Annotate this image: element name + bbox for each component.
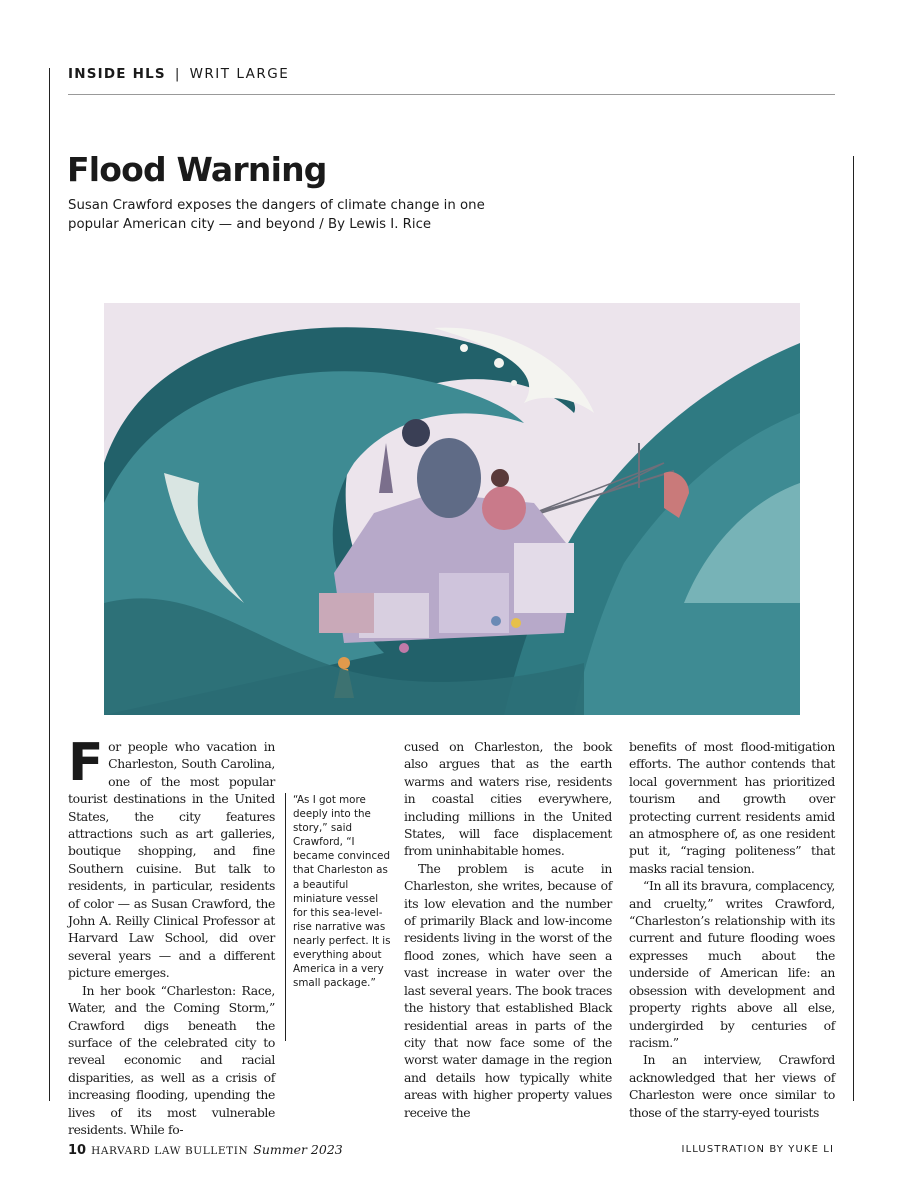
walking-figure [338,657,350,669]
seated-figure-body [417,438,481,518]
column-label: WRIT LARGE [189,66,290,82]
header-divider [68,94,835,95]
foam-droplet-1 [494,358,504,368]
issue-date: Summer 2023 [253,1142,343,1157]
article-deck: Susan Crawford exposes the dangers of climate change in one popular American city — and beyond / By Lewis I. Rice [68,198,485,232]
person-blue [491,616,501,626]
illustration-credit: ILLUSTRATION BY YUKE LI [681,1144,834,1155]
running-header [68,66,289,82]
drop-cap: F [68,733,104,793]
pull-quote: “As I got more deeply into the story,” said Crawford, “I became convinced that Charleston as a beautiful miniature vessel for this sea-level-rise narrative was nearly perfect. It is everything about America in a very small package.” [285,793,391,1041]
building-front-right [514,543,574,613]
right-column-rule [853,156,854,1101]
body-column-2 [404,738,612,1121]
paragraph-6: “In all its bravura, complacency, and cruelty,” writes Crawford, “Charleston’s relationship with its current and future flooding woes expresses much about the underside of American life: an obsession with development and property rights above all else, undergirded by centuries of racism.” [629,878,835,1050]
body-column-3 [629,738,835,1121]
foam-droplet-3 [460,344,468,352]
paragraph-5: benefits of most flood-mitigation efforts. The author contends that local government has prioritized tourism and growth over protecting current residents amid an atmosphere of, as one resident put it, “raging politeness” that masks racial tension. [629,739,835,876]
child-figure [482,486,526,530]
wave-city-illustration [104,303,800,715]
paragraph-1-text: or people who vacation in Charleston, South Carolina, one of the most popular tourist destinations in the United States, the city features attractions such as art galleries, boutique shopping, and fine Southern cuisine. But talk to residents, in particular, residents of color — as Susan Crawford, the John A. Reilly Clinical Professor at Harvard Law School, did over several years — and a different picture emerges. [68,739,275,981]
header-separator: | [174,66,181,82]
paragraph-7: In an interview, Crawford acknowledged that her views of Charleston were once similar to those of the starry-eyed tourists [629,1052,835,1120]
body-column-1 [68,733,275,1138]
person-pink [399,643,409,653]
paragraph-4: The problem is acute in Charleston, she writes, because of its low elevation and the number of primarily Black and low-income residents living in the worst of the flood zones, which have seen a vast increase in water over the last several years. The book traces the history that established Black residential areas in parts of the city that now face some of the worst water damage in the region and details how typically white areas with higher property values receive the [404,860,612,1120]
article-title: Flood Warning [67,150,327,189]
foam-droplet-2 [511,380,517,386]
building-pink [319,593,374,633]
section-label: INSIDE HLS [68,66,166,82]
seated-figure-head [402,419,430,447]
flood-illustration [104,303,800,715]
page-number: 10 [68,1143,87,1158]
paragraph-2: In her book “Charleston: Race, Water, and the Coming Storm,” Crawford digs beneath the surface of the celebrated city to reveal economic and racial disparities, as well as a crisis of increasing flooding, upending the lives of its most vulnerable residents. While fo- [68,982,275,1137]
child-figure-head [491,469,509,487]
paragraph-3: cused on Charleston, the book also argues that as the earth warms and waters rise, residents in coastal cities everywhere, including millions in the United States, will face displacement from uninhabitable homes. [404,739,612,859]
page-footer [68,1142,343,1158]
left-column-rule [49,68,50,1101]
paragraph-1 [68,733,275,982]
person-yellow [511,618,521,628]
publication-name: HARVARD LAW BULLETIN [91,1145,249,1157]
